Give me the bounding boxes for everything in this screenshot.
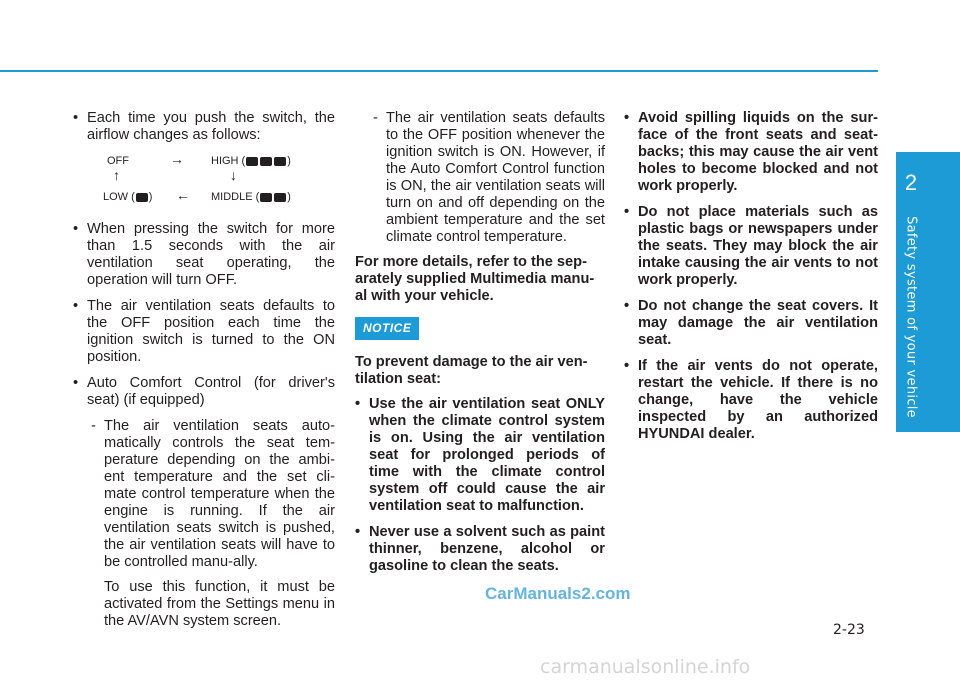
list-item: • Use the air ventilation seat ONLY when the climate control system is on. Using the air ventilation seat for prolonged periods of time with the climate control system off could cause the air ventilation seat to malfunction. <box>355 396 605 515</box>
fan-level-icon <box>136 193 148 202</box>
notice-badge: NOTICE <box>355 317 419 340</box>
list-item: • Avoid spilling liquids on the sur-face of the front seats and seat-backs; this may cause the air vent holes to become blocked and not work properly. <box>624 110 878 195</box>
paragraph: For more details, refer to the sep-arately supplied Multimedia manu-al with your vehicle. <box>355 254 595 304</box>
sub-item: - The air ventilation seats defaults to the OFF position whenever the ignition switch is ON. However, if the Auto Comfort Control function is ON, the air ventilation seats will turn on and off depending on the ambient temperature and the set climate control temperature. <box>373 110 605 246</box>
fan-level-icon <box>260 157 272 166</box>
list-item: • The air ventilation seats defaults to the OFF position each time the ignition switch is turned to the ON position. <box>73 298 335 366</box>
page-number: 2-23 <box>833 622 865 638</box>
arrow-up-icon: ↑ <box>113 167 120 183</box>
column-1 <box>73 110 335 638</box>
notice-heading: To prevent damage to the air ven-tilation seat: <box>355 354 588 387</box>
arrow-left-icon: ← <box>176 187 190 203</box>
list-item: • Never use a solvent such as paint thinner, benzene, alcohol or gasoline to clean the seats. <box>355 524 605 575</box>
fan-level-icon <box>274 157 286 166</box>
list-item: • If the air vents do not operate, restart the vehicle. If there is no change, have the vehicle inspected by an authorized HYUNDAI dealer. <box>624 358 878 443</box>
list-item: • Auto Comfort Control (for driver's seat) (if equipped) <box>73 375 335 409</box>
chapter-tab <box>896 152 960 432</box>
sub-item: - The air ventilation seats auto-matically controls the seat tem-perature depending on the ambi-ent temperature and the set cli-mate control temperature when the engine is running. If the air ventilation seats switch is pushed, the air ventilation seats will have to be controlled manu-ally. <box>91 418 335 571</box>
chapter-number: 2 <box>904 170 918 195</box>
column-3 <box>624 110 878 452</box>
chapter-title: Safety system of your vehicle <box>903 216 919 418</box>
diagram-high-label: HIGH ( ) <box>211 155 291 167</box>
list-item: • When pressing the switch for more than 1.5 seconds with the air ventilation seat operating, the operation will turn OFF. <box>73 221 335 289</box>
list-item: • Do not change the seat covers. It may damage the air ventilation seat. <box>624 298 878 349</box>
list-item: • Do not place materials such as plastic bags or newspapers under the seats. They may block the air intake causing the air vents to not work properly. <box>624 204 878 289</box>
fan-level-icon <box>274 193 286 202</box>
diagram-off-label: OFF <box>107 155 129 167</box>
fan-level-icon <box>260 193 272 202</box>
list-item: • Each time you push the switch, the airflow changes as follows: <box>73 110 335 144</box>
footer-watermark: carmanualsonline.info <box>540 656 751 678</box>
diagram-low-label: LOW ( ) <box>103 191 153 203</box>
watermark[interactable]: CarManuals2.com <box>485 584 631 603</box>
column-2 <box>355 110 605 584</box>
paragraph: To use this function, it must be activated from the Settings menu in the AV/AVN system screen. <box>104 579 335 629</box>
header-rule <box>0 70 878 72</box>
diagram-middle-label: MIDDLE ( ) <box>211 191 291 203</box>
arrow-right-icon: → <box>170 151 184 167</box>
arrow-down-icon: ↓ <box>230 167 237 183</box>
airflow-diagram <box>73 153 335 213</box>
fan-level-icon <box>246 157 258 166</box>
